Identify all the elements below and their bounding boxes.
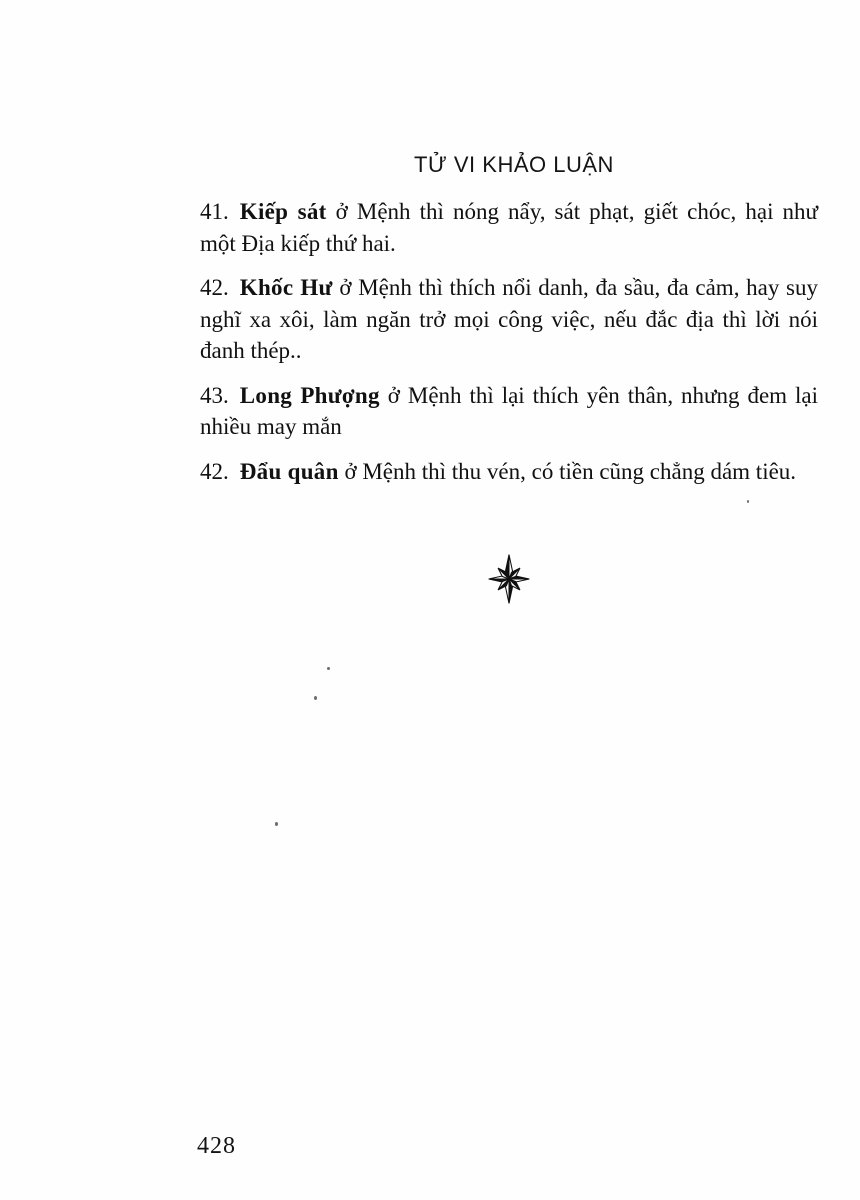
scan-speck [327, 667, 330, 670]
scan-speck [747, 500, 749, 503]
paragraph-term: Đẩu quân [239, 458, 339, 484]
paragraph-number: 42. [200, 275, 229, 300]
compass-star-ornament-icon [483, 548, 535, 610]
paragraph-text: ở Mệnh thì nóng nẩy, sát phạt, giết chóc, hại như một Địa kiếp thứ hai. [200, 199, 818, 256]
paragraph-list [200, 196, 818, 500]
paragraph-number: 41. [200, 199, 229, 224]
paragraph-number: 42. [200, 458, 229, 484]
paragraph [200, 272, 818, 367]
paragraph-number: 43. [200, 382, 229, 408]
paragraph-text: ở Mệnh thì thích nổi danh, đa sầu, đa cảm, hay suy nghĩ xa xôi, làm ngăn trở mọi công việc, nếu đắc địa thì lời nói đanh thép.. [200, 275, 819, 363]
paragraph-term: Khốc Hư [239, 275, 333, 300]
paragraph-text: ở Mệnh thì thu vén, có tiền cũng chẳng dám tiêu. [338, 458, 797, 484]
paragraph-text: ở Mệnh thì lại thích yên thân, nhưng đem lại nhiều may mắn [200, 382, 818, 439]
page-number: 428 [197, 1133, 236, 1159]
paragraph [200, 196, 818, 259]
paragraph-term: Kiếp sát [239, 199, 327, 224]
paragraph [200, 380, 818, 443]
running-head-title: TỬ VI KHẢO LUẬN [414, 152, 614, 177]
paragraph-term: Long Phượng [239, 382, 380, 408]
scan-speck [314, 696, 317, 700]
paragraph [200, 456, 818, 488]
scan-speck [275, 822, 278, 826]
